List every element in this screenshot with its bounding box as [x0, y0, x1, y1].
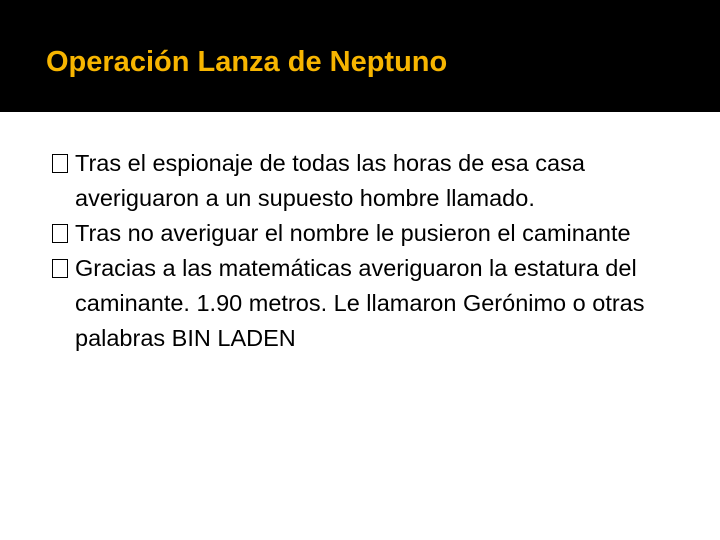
title-bar [0, 0, 720, 112]
bullet-text: Gracias a las matemáticas averiguaron la estatura del caminante. 1.90 metros. Le llamaron Gerónimo o otras palabras BIN LADEN [75, 255, 645, 351]
bullet-text: Tras no averiguar el nombre le pusieron el caminante [75, 220, 631, 246]
square-bullet-icon [52, 259, 68, 278]
bullet-list [52, 146, 692, 356]
bullet-text: Tras el espionaje de todas las horas de esa casa averiguaron a un supuesto hombre llamado. [75, 150, 585, 211]
square-bullet-icon [52, 154, 68, 173]
slide-title: Operación Lanza de Neptuno [46, 46, 448, 78]
bullet-item [52, 146, 692, 216]
bullet-item [52, 216, 692, 251]
square-bullet-icon [52, 224, 68, 243]
bullet-item [52, 251, 692, 356]
